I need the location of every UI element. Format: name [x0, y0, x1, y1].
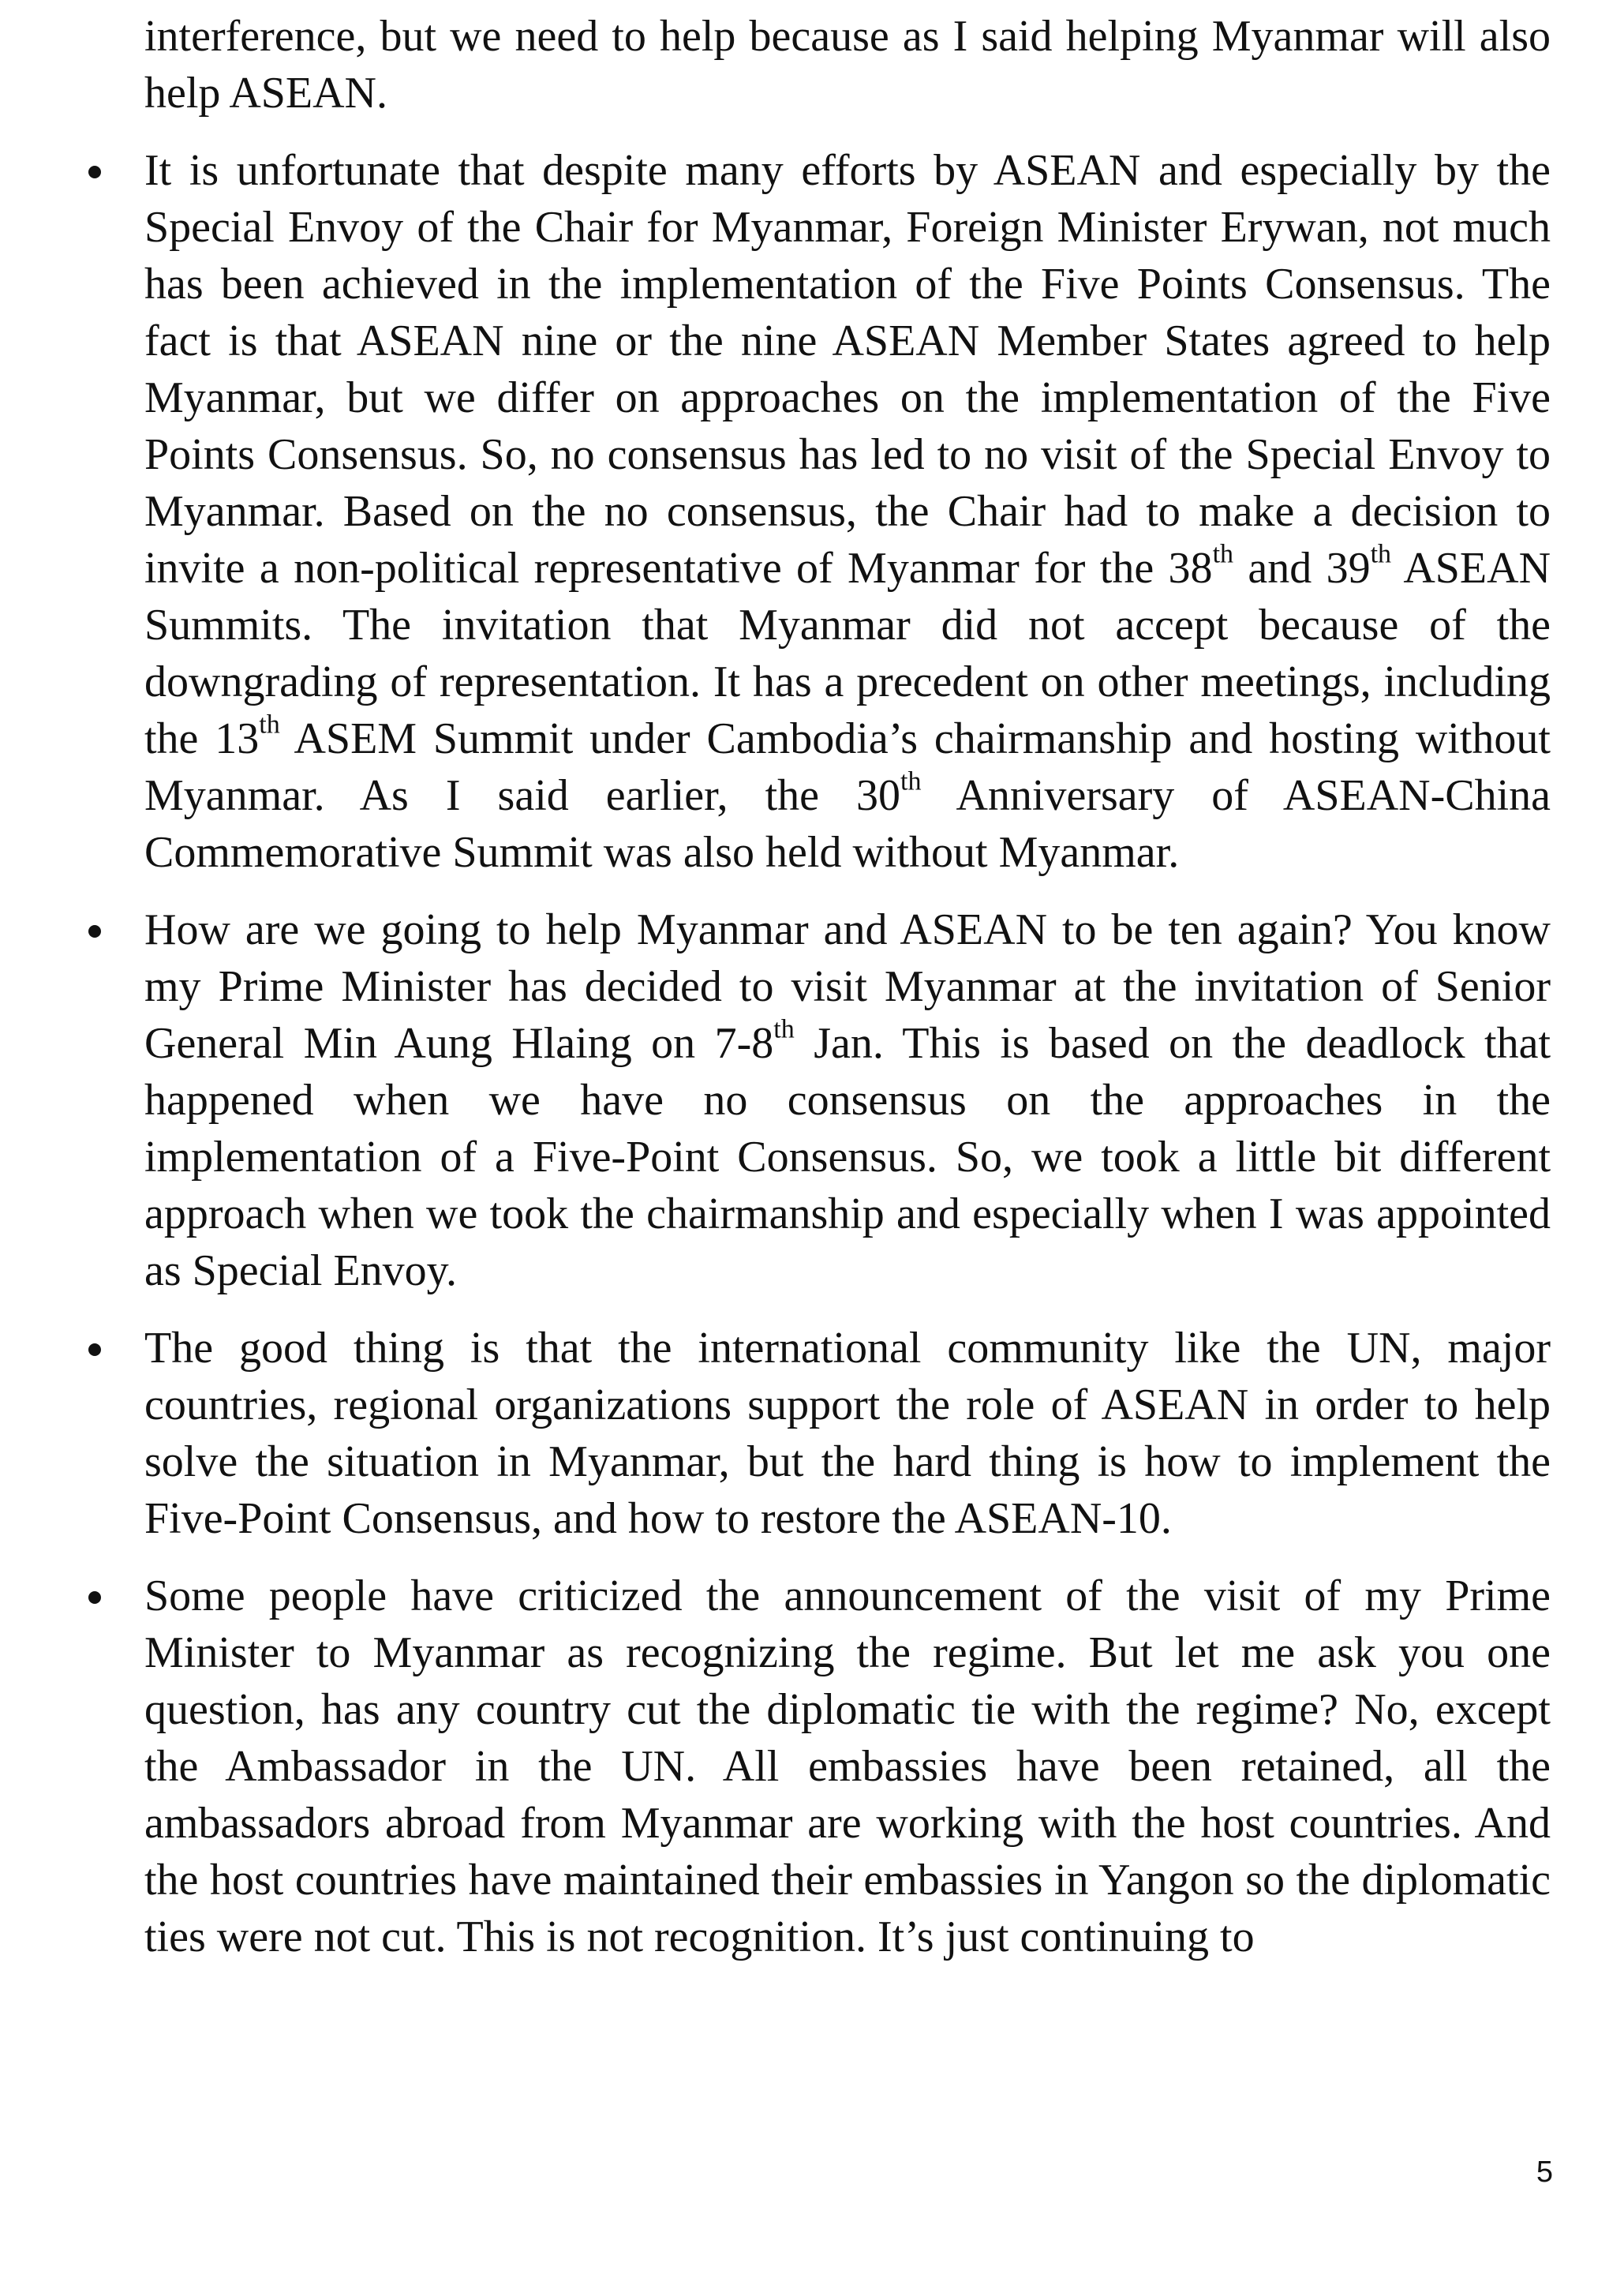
text-run: The good thing is that the international community like the UN, major countries, regional organizations support the role of ASEAN in order to help solve the situation in Myanmar, but the hard thing is how to implement the Five-Point Consensus, and how to restore the ASEAN-10.	[144, 1324, 1551, 1543]
bullet-icon	[88, 925, 101, 938]
text-run: and 39	[1233, 544, 1371, 593]
text-run: It is unfortunate that despite many efforts by ASEAN and especially by the Special Envoy of the Chair for Myanmar, Foreign Minister Erywan, not much has been achieved in the implementation of the Five Points Consensus. The fact is that ASEAN nine or the nine ASEAN Member States agreed to help Myanmar, but we differ on approaches on the implementation of the Five Points Consensus. So, no consensus has led to no visit of the Special Envoy to Myanmar. Based on the no consensus, the Chair had to make a decision to invite a non-political representative of Myanmar for the 38	[144, 146, 1551, 593]
bullet-icon	[88, 1343, 101, 1356]
list-item	[0, 1568, 1624, 1965]
bullet-list	[0, 142, 1624, 1986]
list-item	[0, 901, 1624, 1299]
text-run: Jan. This is based on the deadlock that happened when we have no consensus on the approaches in the implementation of a Five-Point Consensus. So, we took a little bit different approach when we took the chairmanship and especially when I was appointed as Special Envoy.	[144, 1019, 1551, 1295]
superscript: th	[259, 710, 280, 740]
bullet-paragraph	[144, 1568, 1551, 1965]
list-item	[0, 142, 1624, 881]
bullet-paragraph	[144, 142, 1551, 881]
bullet-paragraph	[144, 1320, 1551, 1547]
page-number: 5	[1536, 2156, 1553, 2189]
superscript: th	[773, 1014, 795, 1044]
continuation-paragraph: interference, but we need to help because as I said helping Myanmar will also help ASEAN.	[144, 12, 1551, 118]
superscript: th	[1212, 539, 1234, 569]
text-run: Anniversary of ASEAN-China Commemorative Summit was also held without Myanmar.	[144, 771, 1551, 877]
bullet-paragraph	[144, 901, 1551, 1299]
list-item	[0, 1320, 1624, 1547]
superscript: th	[1370, 539, 1392, 569]
text-run: Some people have criticized the announcement of the visit of my Prime Minister to Myanmar as recognizing the regime. But let me ask you one question, has any country cut the diplomatic tie with the regime? No, except the Ambassador in the UN. All embassies have been retained, all the ambassadors abroad from Myanmar are working with the host countries. And the host countries have maintained their embassies in Yangon so the diplomatic ties were not cut. This is not recognition. It’s just continuing to	[144, 1571, 1551, 1961]
text-run: How are we going to help Myanmar and ASEAN to be ten again? You know my Prime Minister has decided to visit Myanmar at the invitation of Senior General Min Aung Hlaing on 7-8	[144, 905, 1551, 1068]
text-run: ASEAN Summits. The invitation that Myanmar did not accept because of the downgrading of representation. It has a precedent on other meetings, including the 13	[144, 544, 1551, 763]
bullet-icon	[88, 166, 101, 178]
text-run: ASEM Summit under Cambodia’s chairmanship and hosting without Myanmar. As I said earlier, the 30	[144, 714, 1551, 820]
bullet-icon	[88, 1591, 101, 1604]
superscript: th	[900, 766, 922, 796]
